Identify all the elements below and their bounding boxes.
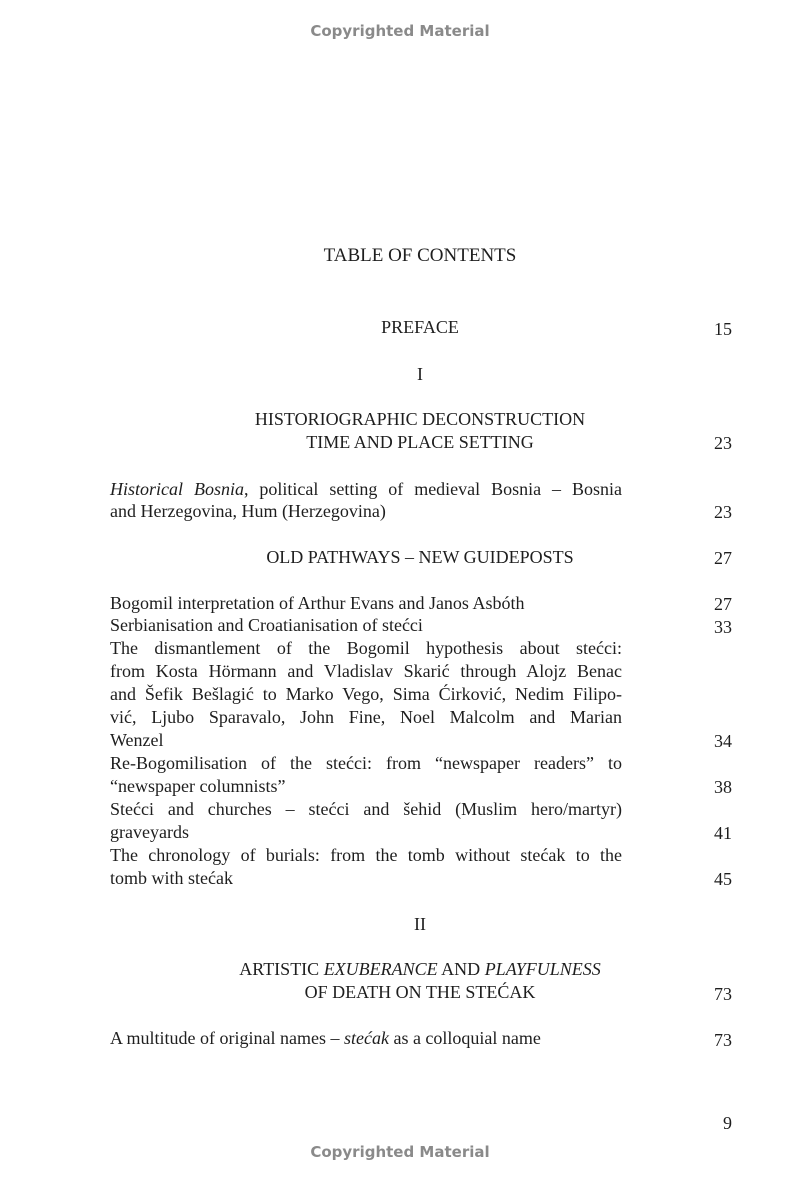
- part1-numeral: I: [417, 364, 423, 384]
- toc-entry-line: Serbianisation and Croatianisation of stećci: [110, 615, 423, 635]
- part2-numeral: II: [414, 914, 426, 934]
- entry-multitude-names: [110, 1027, 622, 1049]
- toc-entry-line: The dismantlement of the Bogomil hypothesis about stećci:: [110, 638, 622, 658]
- toc-entry-line: “newspaper columnists”: [110, 776, 286, 796]
- preface-label: PREFACE: [381, 317, 459, 337]
- toc-title: TABLE OF CONTENTS: [323, 245, 517, 266]
- entry-historical-bosnia-page: 23: [714, 502, 732, 522]
- preface-page: 15: [714, 319, 732, 339]
- part1-subheading: OLD PATHWAYS – NEW GUIDEPOSTS: [266, 547, 574, 567]
- page-number: 9: [723, 1113, 732, 1133]
- toc-entry-page: 27: [714, 594, 732, 614]
- entry-historical-bosnia-rest: , political setting of medieval Bosnia – Bosnia: [243, 479, 622, 499]
- toc-entry-line: tomb with stećak: [110, 868, 233, 888]
- entry-historical-bosnia-italic: Historical Bosnia: [110, 479, 244, 499]
- part2-heading-italic2: PLAYFULNESS: [484, 959, 601, 979]
- part2-heading-pre: ARTISTIC: [239, 959, 324, 979]
- part2-heading-line2: OF DEATH ON THE STEĆAK: [304, 982, 536, 1002]
- entry-multitude-italic: stećak: [343, 1028, 389, 1048]
- toc-entry-page: 45: [714, 869, 732, 889]
- watermark-bottom: Copyrighted Material: [310, 1143, 490, 1161]
- part1-heading-line2: TIME AND PLACE SETTING: [306, 432, 534, 452]
- entry-multitude-page: 73: [714, 1030, 732, 1050]
- toc-entry-line: Wenzel: [110, 730, 164, 750]
- entry-historical-bosnia-line1: [110, 478, 622, 500]
- entry-multitude-pre: A multitude of original names –: [110, 1028, 344, 1048]
- part2-heading-page: 73: [714, 984, 732, 1004]
- part2-heading-line1: [110, 958, 730, 980]
- part1-heading-line1: HISTORIOGRAPHIC DECONSTRUCTION: [254, 409, 586, 429]
- part1-subheading-page: 27: [714, 548, 732, 568]
- part1-heading-page: 23: [714, 433, 732, 453]
- toc-entry-line: Stećci and churches – stećci and šehid (Muslim hero/martyr): [110, 799, 622, 819]
- part2-heading-mid: AND: [437, 959, 485, 979]
- toc-entry-line: vić, Ljubo Sparavalo, John Fine, Noel Malcolm and Marian: [110, 707, 622, 727]
- toc-entry-page: 34: [714, 731, 732, 751]
- toc-entry-line: and Šefik Bešlagić to Marko Vego, Sima Ćirković, Nedim Filipo-: [110, 684, 622, 704]
- toc-entry-line: Re-Bogomilisation of the stećci: from “newspaper readers” to: [110, 753, 622, 773]
- part2-heading-italic1: EXUBERANCE: [323, 959, 438, 979]
- toc-entry-page: 33: [714, 617, 732, 637]
- toc-entry-line: The chronology of burials: from the tomb without stećak to the: [110, 845, 622, 865]
- toc-entry-page: 38: [714, 777, 732, 797]
- toc-entry-page: 41: [714, 823, 732, 843]
- toc-entry-line: Bogomil interpretation of Arthur Evans and Janos Asbóth: [110, 593, 525, 613]
- watermark-top: Copyrighted Material: [310, 22, 490, 40]
- toc-entry-line: from Kosta Hörmann and Vladislav Skarić through Alojz Benac: [110, 661, 622, 681]
- entry-historical-bosnia-line2: and Herzegovina, Hum (Herzegovina): [110, 501, 386, 521]
- entry-multitude-post: as a colloquial name: [388, 1028, 541, 1048]
- toc-entry-line: graveyards: [110, 822, 189, 842]
